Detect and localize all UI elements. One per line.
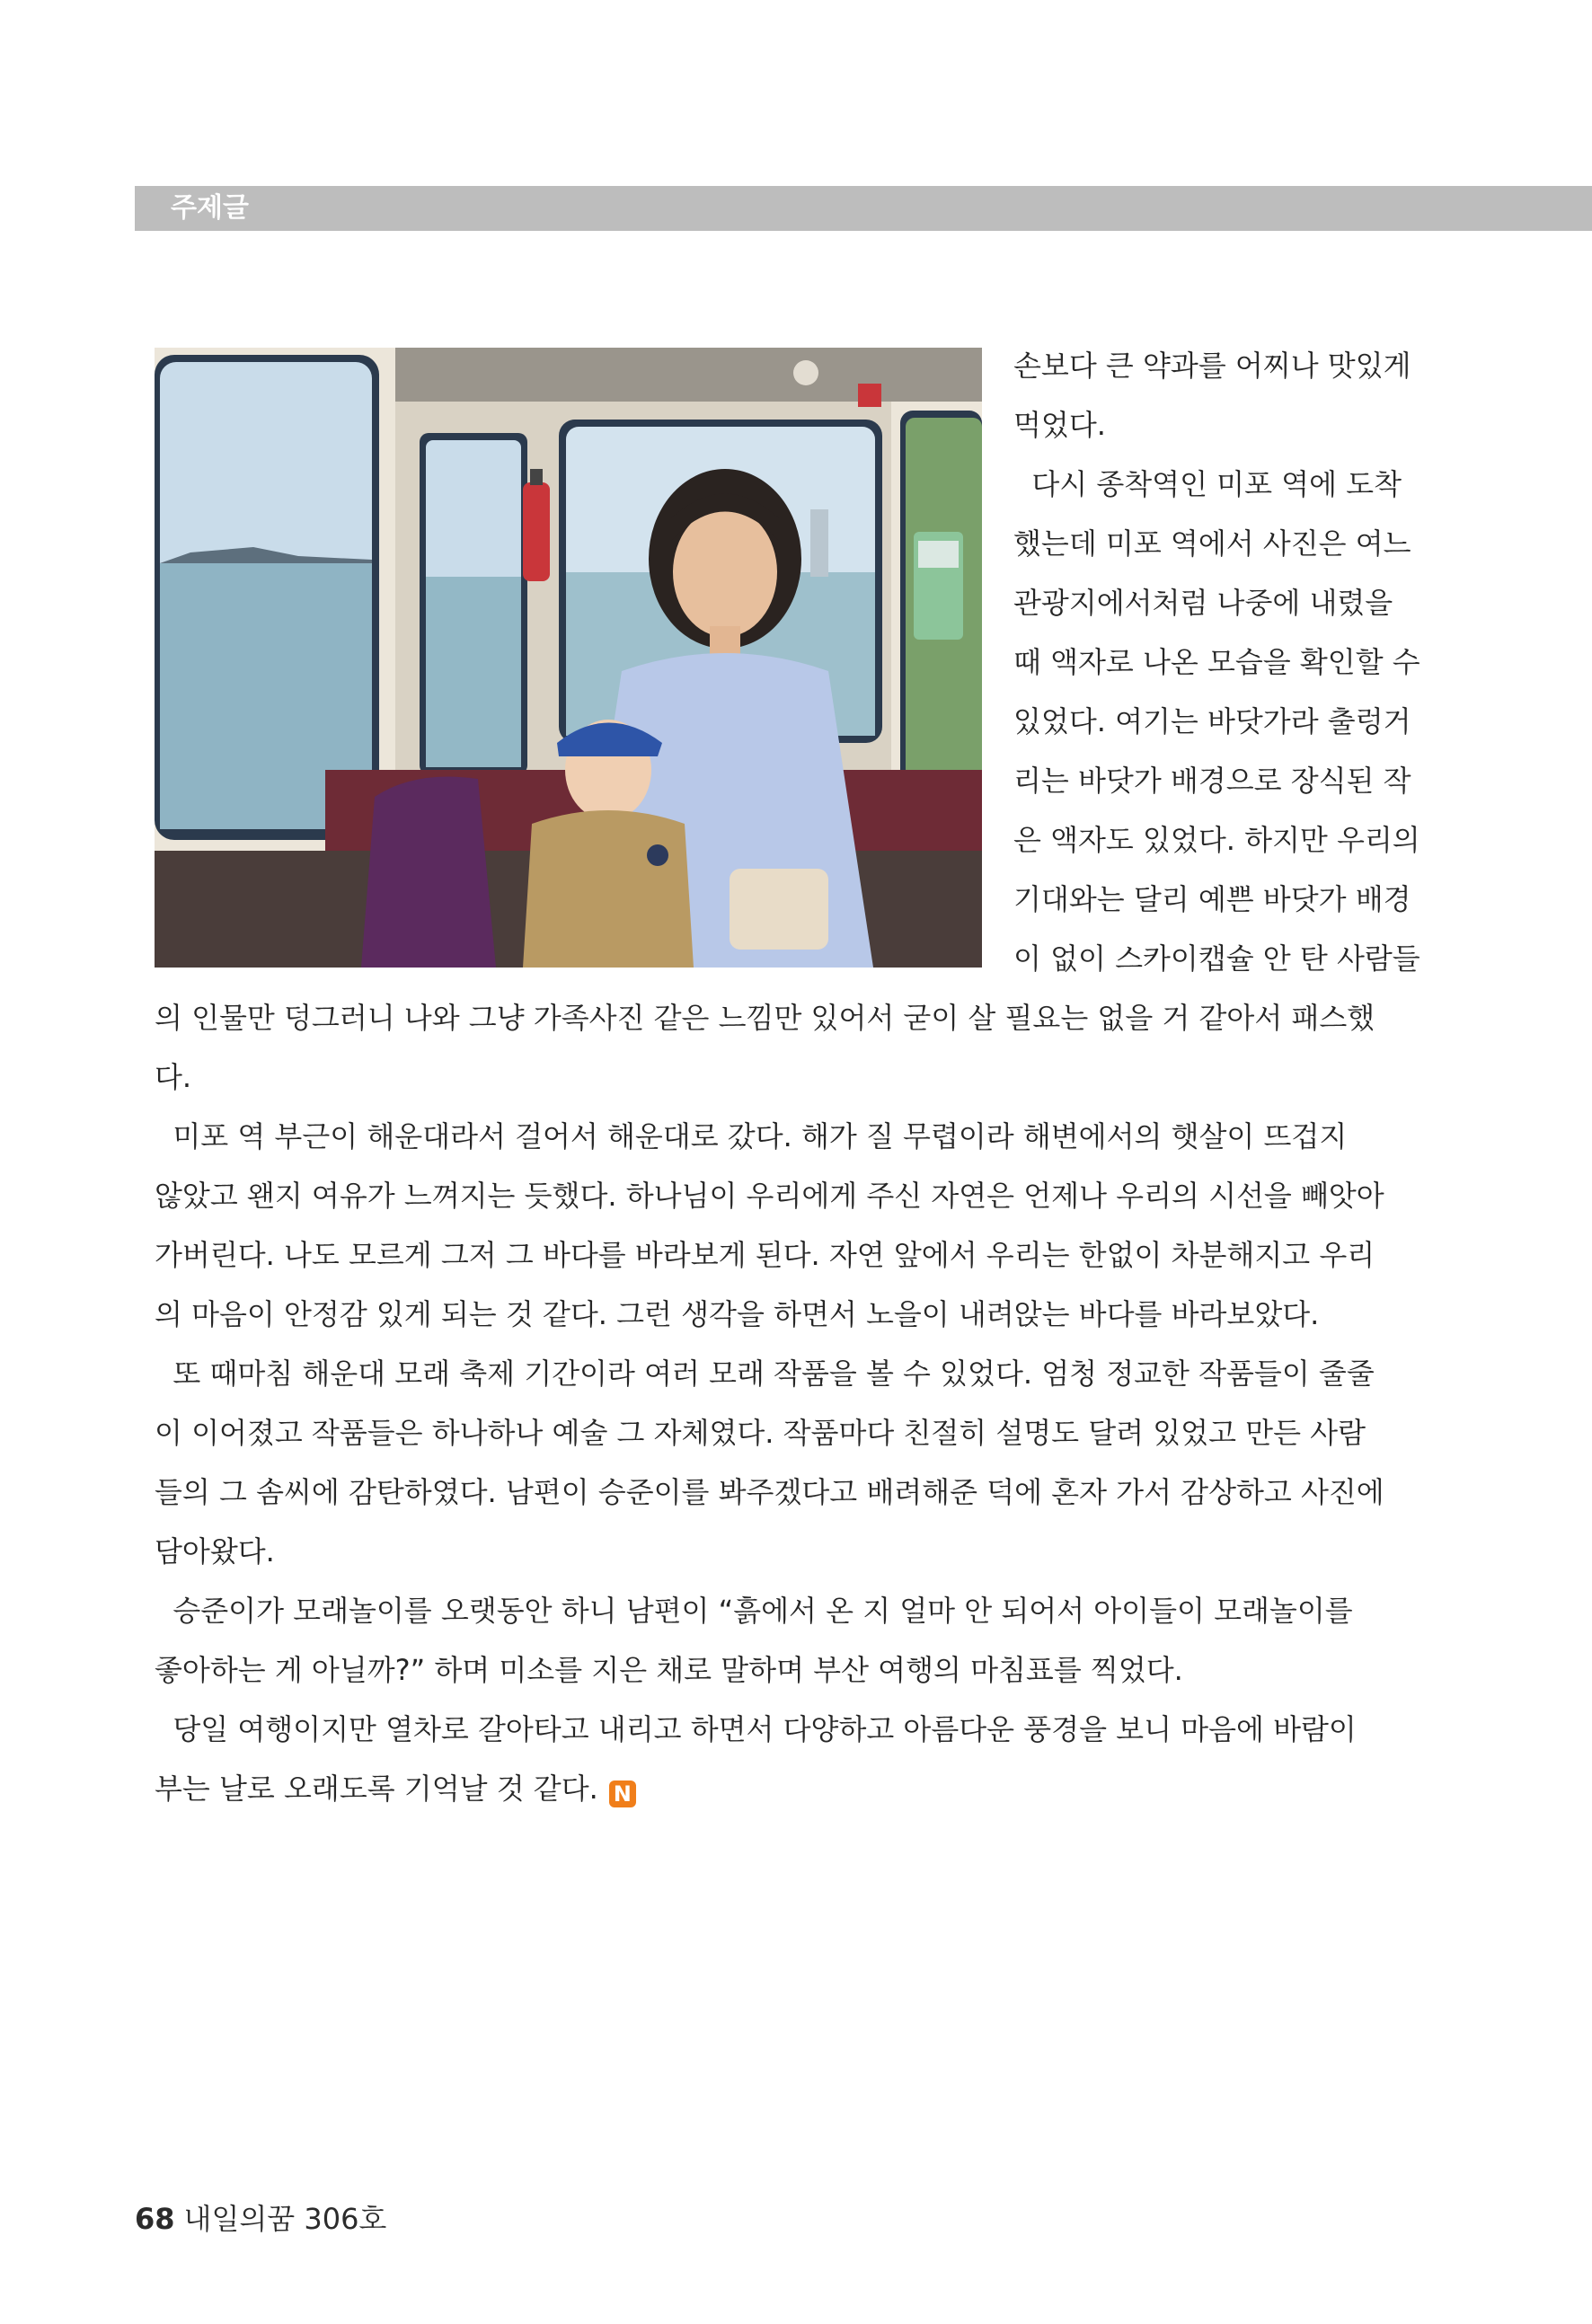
text-line-final-text: 부는 날로 오래도록 기억날 것 같다. [155,1772,598,1806]
text-line: 다시 종착역인 미포 역에 도착 [1013,467,1402,501]
text-line: 때 액자로 나온 모습을 확인할 수 [1013,645,1420,679]
text-line: 담아왔다. [155,1534,275,1568]
text-line: 들의 그 솜씨에 감탄하였다. 남편이 승준이를 봐주겠다고 배려해준 덕에 혼자 가서 감상하고 사진에 [155,1475,1384,1509]
text-line: 이 이어졌고 작품들은 하나하나 예술 그 자체였다. 작품마다 친절히 설명도 달려 있었고 만든 사람 [155,1416,1366,1450]
section-label: 주제글 [171,192,249,224]
text-line: 있었다. 여기는 바닷가라 출렁거 [1013,704,1411,738]
text-line: 승준이가 모래놀이를 오랫동안 하니 남편이 “흙에서 온 지 얼마 안 되어서 아이들이 모래놀이를 [155,1594,1353,1628]
text-line-final [155,1771,636,1807]
text-line: 손보다 큰 약과를 어찌나 맛있게 [1013,349,1411,383]
text-line: 미포 역 부근이 해운대라서 걸어서 해운대로 갔다. 해가 질 무렵이라 해변에서의 햇살이 뜨겁지 [155,1119,1348,1153]
text-line: 기대와는 달리 예쁜 바닷가 배경 [1013,882,1411,916]
text-line: 당일 여행이지만 열차로 갈아타고 내리고 하면서 다양하고 아름다운 풍경을 보니 마음에 바람이 [155,1712,1357,1746]
page-number: 68 [135,2202,175,2236]
text-line: 리는 바닷가 배경으로 장식된 작 [1013,764,1411,798]
text-line: 먹었다. [1013,408,1106,442]
text-line: 가버린다. 나도 모르게 그저 그 바다를 바라보게 된다. 자연 앞에서 우리는 한없이 차분해지고 우리 [155,1238,1375,1272]
text-line: 이 없이 스카이캡슐 안 탄 사람들 [1013,941,1420,976]
text-line: 했는데 미포 역에서 사진은 여느 [1013,526,1411,561]
text-line: 않았고 왠지 여유가 느껴지는 듯했다. 하나님이 우리에게 주신 자연은 언제나 우리의 시선을 빼앗아 [155,1179,1384,1213]
publication-name: 내일의꿈 306호 [183,2202,387,2236]
text-line: 다. [155,1060,192,1094]
end-mark-icon: N [609,1781,636,1807]
text-line: 좋아하는 게 아닐까?” 하며 미소를 지은 채로 말하며 부산 여행의 마침표를 찍었다. [155,1653,1183,1687]
text-line: 의 인물만 덩그러니 나와 그냥 가족사진 같은 느낌만 있어서 굳이 살 필요는 없을 거 같아서 패스했 [155,1001,1375,1035]
text-line: 또 때마침 해운대 모래 축제 기간이라 여러 모래 작품을 볼 수 있었다. 엄청 정교한 작품들이 줄줄 [155,1356,1375,1391]
text-line: 관광지에서처럼 나중에 내렸을 [1013,586,1393,620]
page-footer [135,2199,386,2239]
family-photo [155,348,982,968]
text-line: 은 액자도 있었다. 하지만 우리의 [1013,823,1420,857]
section-header-bar [135,186,1592,231]
text-line: 의 마음이 안정감 있게 되는 것 같다. 그런 생각을 하면서 노을이 내려앉는 바다를 바라보았다. [155,1297,1320,1331]
